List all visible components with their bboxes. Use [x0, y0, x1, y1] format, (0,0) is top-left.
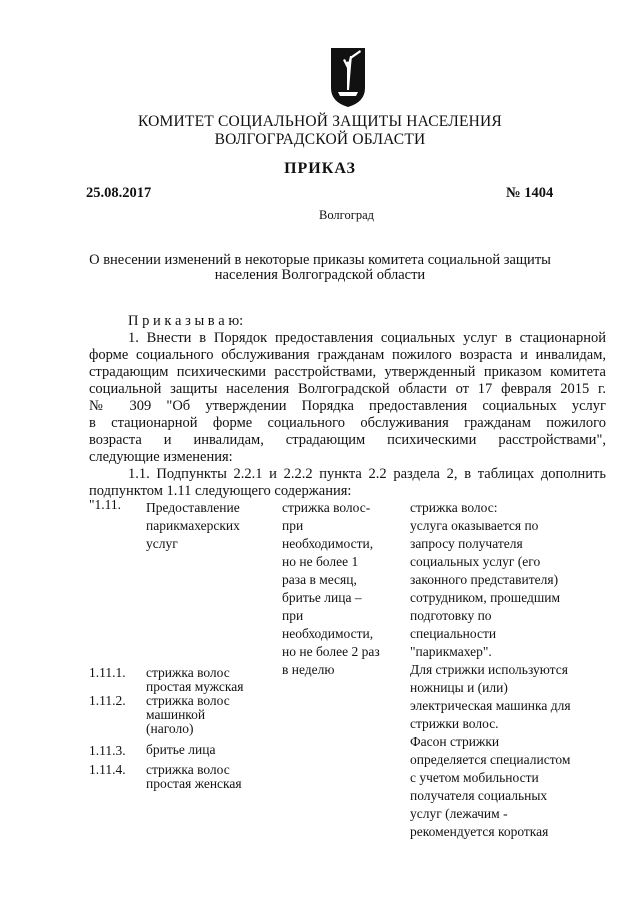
paragraph-1-line: в стационарной форме социального обслуживания гражданам пожилого — [89, 415, 606, 431]
frequency-line: бритье лица – — [282, 590, 362, 605]
paragraph-1 — [89, 330, 606, 466]
document-number: № 1404 — [506, 185, 554, 201]
description-line: "парикмахер". — [410, 644, 492, 659]
volgograd-coat-of-arms-icon — [329, 46, 367, 108]
description-line: запросу получателя — [410, 536, 523, 551]
description-line: сотрудником, прошедшим — [410, 590, 561, 605]
description-line: законного представителя) — [410, 572, 559, 587]
subitem-name-line: стрижка волос — [146, 762, 230, 777]
table-frequency-cell — [282, 499, 380, 679]
description-line: Для стрижки используются — [410, 662, 568, 677]
subitem-name-line: стрижка волос — [146, 693, 230, 708]
subject-line-1: О внесении изменений в некоторые приказы комитета социальной защиты — [89, 252, 551, 268]
paragraph-1-line: следующие изменения: — [89, 449, 233, 465]
table-main-number: "1.11. — [89, 497, 122, 512]
table-main-service-name — [146, 499, 240, 553]
subitem-name-line: машинкой — [146, 707, 206, 722]
paragraph-2-line: подпунктом 1.11 следующего содержания: — [89, 483, 352, 499]
subitem-number: 1.11.4. — [89, 762, 126, 777]
frequency-line: стрижка волос- — [282, 500, 371, 515]
subitem-name-line: простая женская — [146, 776, 242, 791]
subitem-number: 1.11.2. — [89, 693, 126, 708]
frequency-line: при — [282, 608, 304, 623]
subitem-name — [146, 763, 242, 791]
paragraph-1-line: социальной защиты населения Волгоградской области от 17 февраля 2015 г. — [89, 381, 606, 397]
document-city: Волгоград — [319, 208, 375, 222]
service-name-line: Предоставление — [146, 500, 240, 515]
description-line: определяется специалистом — [410, 752, 571, 767]
paragraph-1-line: возраста и инвалидам, страдающим психическими расстройствами", — [89, 432, 606, 448]
subitem-name-line: простая мужская — [146, 679, 244, 694]
description-line: рекомендуется короткая — [410, 824, 549, 839]
document-date: 25.08.2017 — [86, 185, 152, 201]
subitem-name-line: (наголо) — [146, 721, 194, 736]
subitem-name — [146, 694, 230, 736]
subitem-number: 1.11.1. — [89, 665, 126, 680]
paragraph-1-line: страдающим психическими расстройствами, утвержденный приказом комитета — [89, 364, 606, 380]
description-line: ножницы и (или) — [410, 680, 508, 695]
paragraph-2 — [89, 466, 606, 500]
order-word: П р и к а з ы в а ю: — [128, 313, 244, 329]
description-line: с учетом мобильности — [410, 770, 539, 785]
frequency-line: в неделю — [282, 662, 335, 677]
organization-name-line-1: КОМИТЕТ СОЦИАЛЬНОЙ ЗАЩИТЫ НАСЕЛЕНИЯ — [138, 113, 502, 130]
paragraph-1-line: № 309 "Об утверждении Порядка предоставления социальных услуг — [89, 398, 606, 414]
description-line: услуга оказывается по — [410, 518, 539, 533]
description-line: стрижка волос: — [410, 500, 498, 515]
document-type: ПРИКАЗ — [284, 160, 356, 177]
description-line: Фасон стрижки — [410, 734, 500, 749]
organization-name-line-2: ВОЛГОГРАДСКОЙ ОБЛАСТИ — [214, 131, 426, 148]
subitem-name — [146, 666, 243, 694]
service-name-line: услуг — [146, 536, 178, 551]
description-line: специальности — [410, 626, 497, 641]
document-subject — [0, 253, 640, 283]
paragraph-2-line: 1.1. Подпункты 2.2.1 и 2.2.2 пункта 2.2 раздела 2, в таблицах дополнить — [128, 466, 606, 482]
description-line: подготовку по — [410, 608, 492, 623]
subitem-number: 1.11.3. — [89, 743, 126, 758]
description-line: услуг (лежачим - — [410, 806, 508, 821]
table-description-cell — [410, 499, 571, 841]
subitem-name — [146, 743, 215, 757]
frequency-line: раза в месяц, — [282, 572, 357, 587]
description-line: электрическая машинка для — [410, 698, 571, 713]
frequency-line: необходимости, — [282, 536, 374, 551]
subitem-name-line: бритье лица — [146, 742, 216, 757]
subject-line-2: населения Волгоградской области — [214, 267, 426, 283]
description-line: получателя социальных — [410, 788, 548, 803]
frequency-line: при — [282, 518, 304, 533]
paragraph-1-line: 1. Внести в Порядок предоставления социальных услуг в стационарной — [128, 330, 606, 346]
description-line: стрижки волос. — [410, 716, 499, 731]
frequency-line: но не более 1 — [282, 554, 359, 569]
frequency-line: необходимости, — [282, 626, 374, 641]
service-name-line: парикмахерских — [146, 518, 240, 533]
frequency-line: но не более 2 раз — [282, 644, 380, 659]
description-line: социальных услуг (его — [410, 554, 541, 569]
paragraph-1-line: форме социального обслуживания гражданам пожилого возраста и инвалидам, — [89, 347, 606, 363]
subitem-name-line: стрижка волос — [146, 665, 230, 680]
